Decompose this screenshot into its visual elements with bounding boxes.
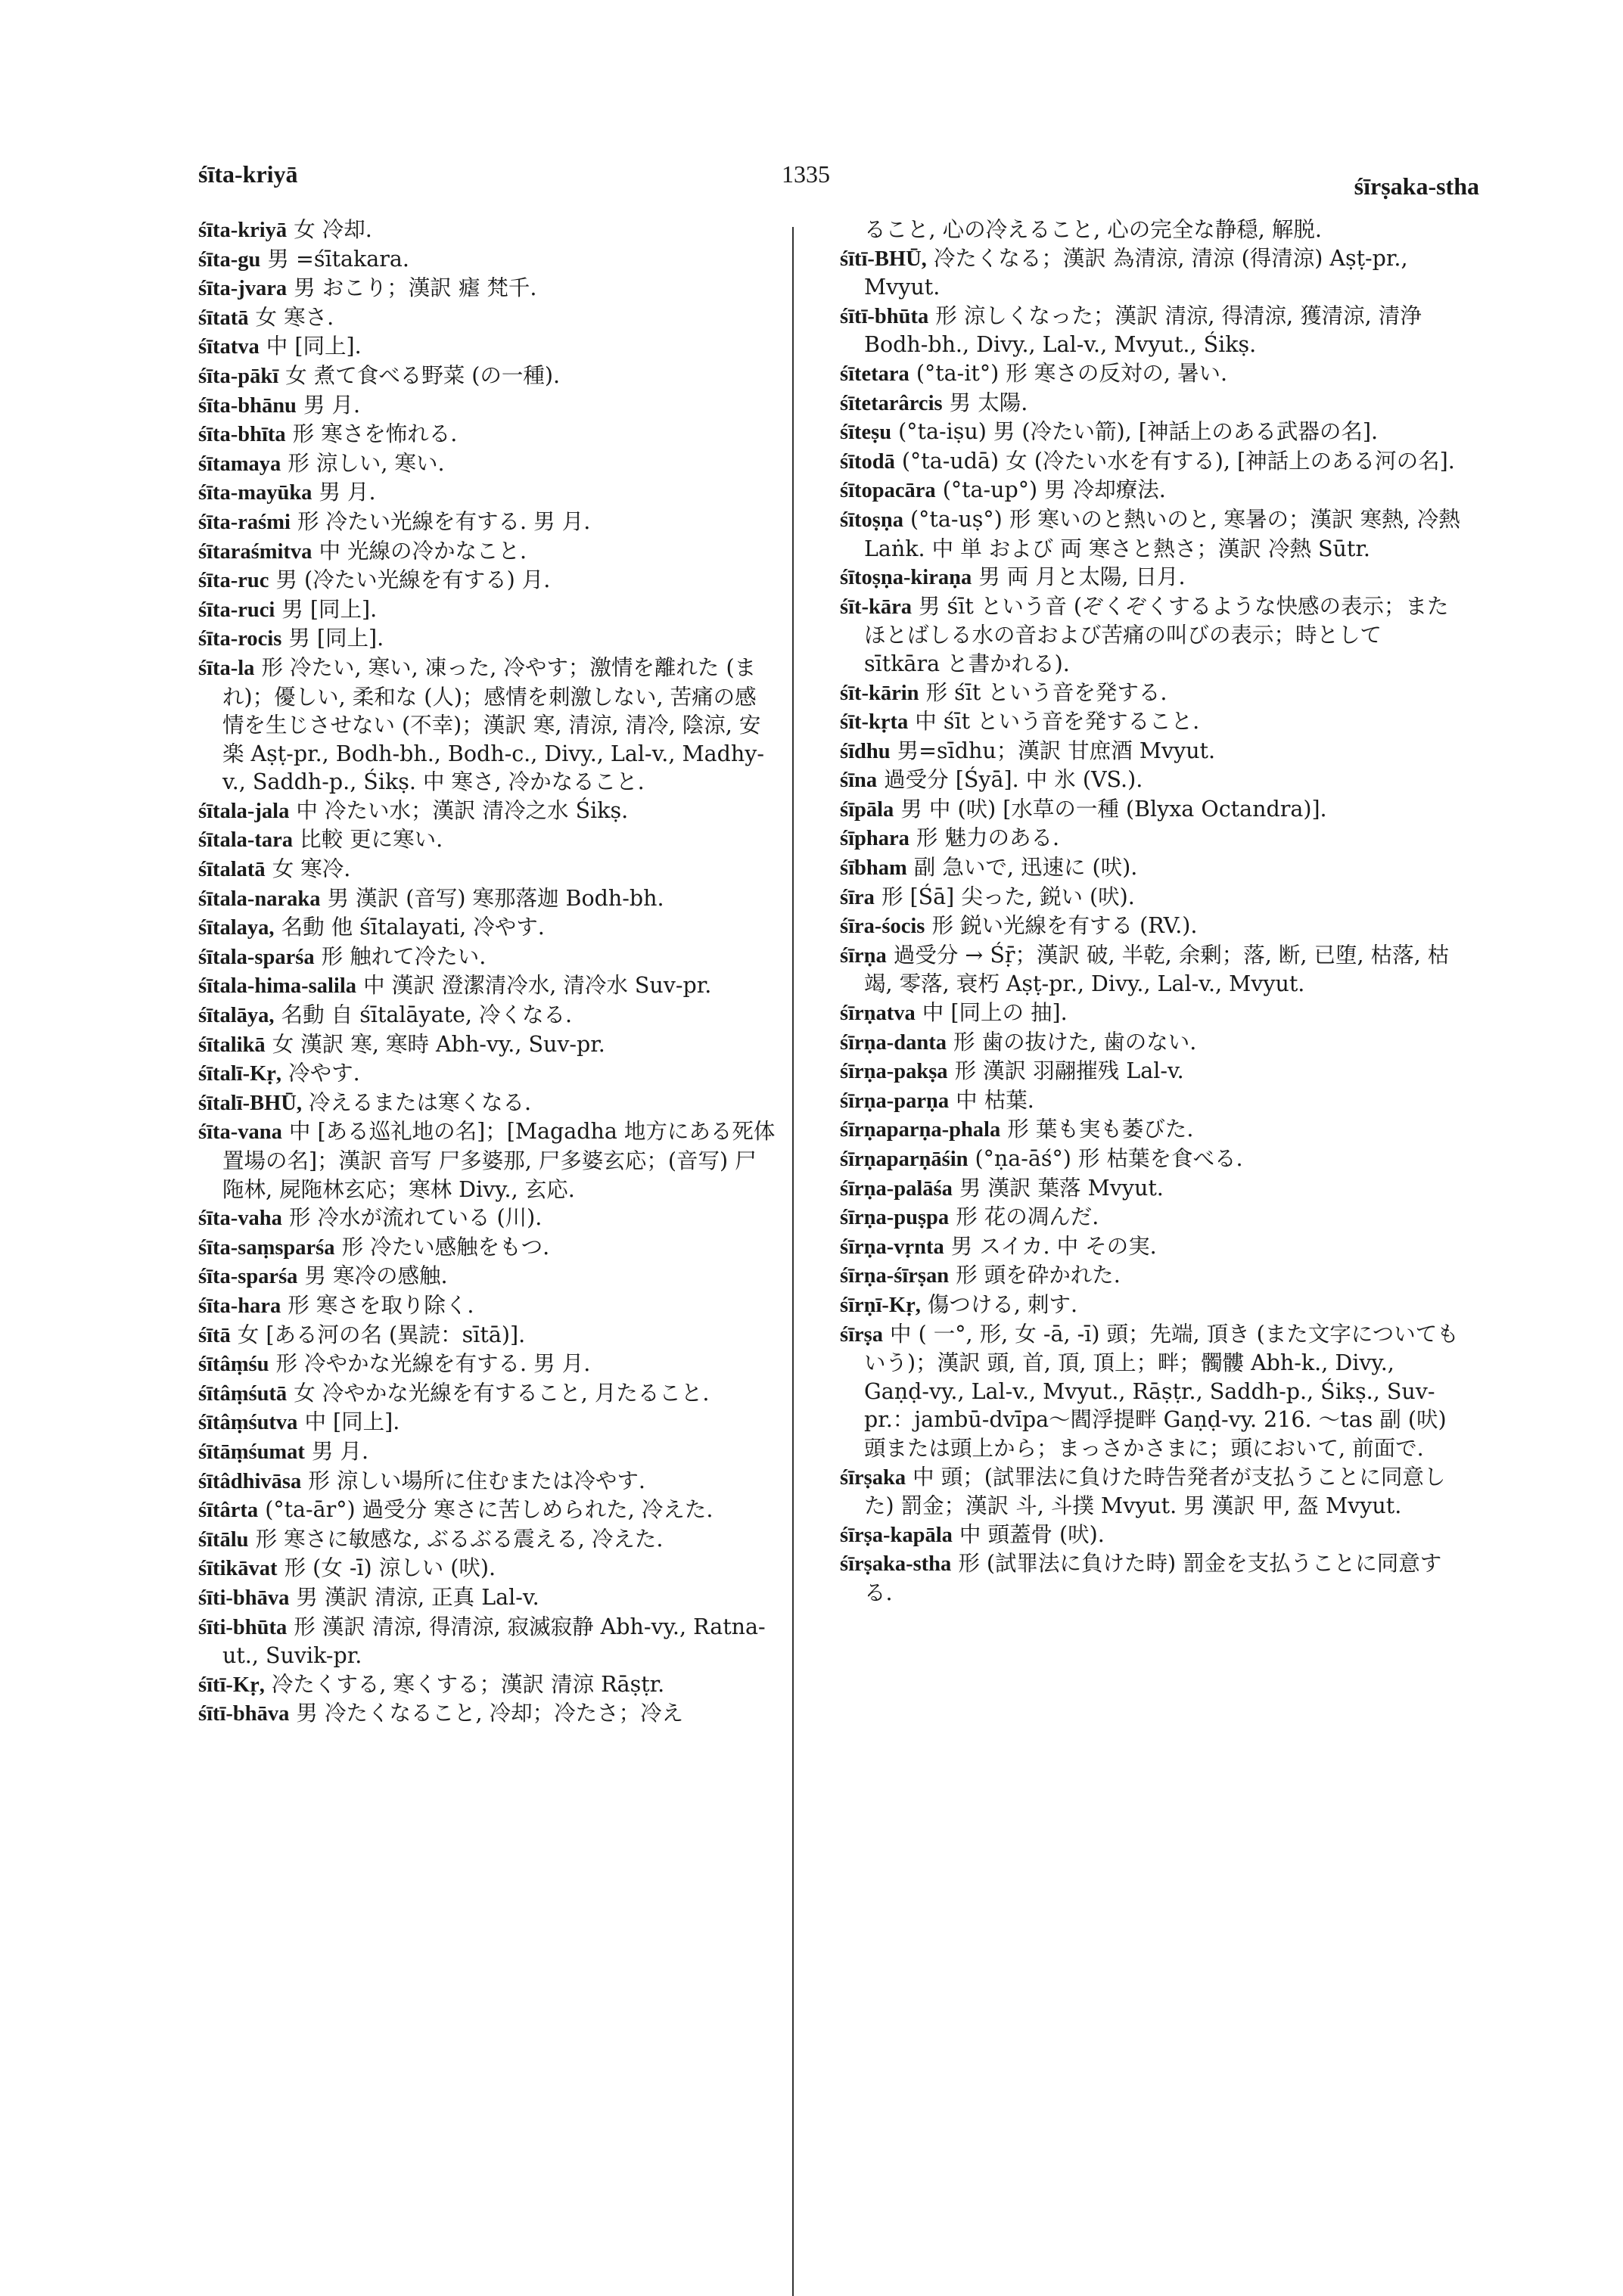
dictionary-entry [198,1437,777,1467]
dictionary-entry [198,1408,777,1437]
dictionary-entry [198,566,777,595]
entry-headword: śīta-kriyā [198,219,288,242]
dictionary-entry [840,1203,1460,1232]
dictionary-entry [198,216,777,245]
entry-headword: śīta-vaha [198,1207,282,1231]
dictionary-entry [840,941,1460,999]
entry-headword: śīrṇaparṇāśin [840,1148,969,1171]
entry-definition: 比較 更に寒い. [293,827,443,853]
entry-headword: śītala-hima-salila [198,974,357,999]
entry-definition: 形 冷やかな光線を有する. 男 月. [269,1351,591,1377]
dictionary-entry [198,508,777,537]
entry-definition: 中 漢訳 澄潔清冷水, 清冷水 Suv-pr. [356,973,712,999]
dictionary-entry [198,825,777,855]
entry-headword: śīta-hara [198,1294,281,1318]
entry-definition: (°ta-it°) 形 寒さの反対の, 暑い. [909,360,1228,386]
header-left-guide-word: śīta-kriyā [198,160,298,188]
entry-definition: 女 寒さ. [248,304,334,330]
entry-headword: śītalāya, [198,1004,275,1028]
entry-definition: 冷やす. [281,1061,360,1086]
entry-definition: 形 寒さに敏感な, ぶるぶる震える, 冷えた. [248,1526,664,1552]
dictionary-entry [840,359,1460,389]
entry-definition: 形 冷たい, 寒い, 凍った, 冷やす；激情を離れた (まれ)；優しい, 柔和な (人)；感情を刺激しない, 苦痛の感情を生じさせない (不幸)；漢訳 寒, 清涼, 清冷, 陰涼, 安楽 Aṣṭ-pr., Bodh-bh., Bodh-c., Divy., Lal-v., Madhy-v., Saddh-p., Śikṣ. 中 寒さ, 冷かなること. [222,654,764,795]
entry-headword: śīna [840,769,878,793]
entry-headword: śīrṇatva [840,1002,916,1026]
entry-headword: śītamaya [198,452,281,476]
dictionary-entry [840,1463,1460,1521]
entry-headword: śīrṣaka-stha [840,1552,952,1577]
entry-headword: śīta-mayūka [198,481,312,505]
entry-definition: 中 頭蓋骨 (吠). [952,1521,1105,1547]
dictionary-entry [198,1699,777,1729]
entry-headword: śīrṇī-Kṛ, [840,1293,921,1317]
dictionary-entry [840,1291,1460,1320]
dictionary-entry [840,1521,1460,1550]
dictionary-entry [840,1086,1460,1116]
entry-definition: 男 (冷たい光線を有する) 月. [269,567,551,593]
dictionary-entry [840,1145,1460,1174]
entry-definition: 男 [同上]. [275,596,378,622]
entry-headword: śītikāvat [198,1557,278,1581]
dictionary-entry [198,1583,777,1613]
dictionary-entry [840,1261,1460,1291]
dictionary-entry [198,332,777,362]
entry-headword: śītopacāra [840,479,936,503]
entry-definition: 男 おこり；漢訳 瘧 梵千. [287,275,537,301]
dictionary-entry [198,449,777,479]
dictionary-entry [198,1001,777,1030]
entry-definition: 中 [同上]. [259,334,362,359]
entry-headword: śītī-bhāva [198,1702,290,1726]
dictionary-entry [840,824,1460,853]
entry-headword: śīra-śocis [840,915,925,939]
entry-headword: śītatā [198,306,249,330]
entry-headword: śīta-pākī [198,364,279,388]
entry-headword: śītetarârcis [840,391,943,415]
dictionary-entry [198,913,777,943]
dictionary-entry [198,1670,777,1700]
entry-headword: śīrṇa-danta [840,1030,947,1055]
entry-definition: 形 śīt という音を発する. [919,679,1168,705]
entry-definition: 形 涼しい, 寒い. [281,450,445,476]
dictionary-entry [840,912,1460,941]
entry-definition: 男 中 (吠) [水草の一種 (Blyxa Octandra)]. [894,796,1327,822]
entry-headword: śītâṃśutā [198,1381,288,1406]
dictionary-entry [198,1350,777,1379]
entry-headword: śītāṃśumat [198,1440,305,1464]
entry-definition: 形 葉も実も萎びた. [1000,1117,1194,1142]
entry-definition: 男=sīdhu；漢訳 甘庶酒 Mvyut. [890,738,1216,763]
dictionary-entry [198,303,777,333]
entry-headword: śītī-Kṛ, [198,1673,265,1697]
dictionary-entry [198,654,777,797]
entry-headword: śīrṇa-palāśa [840,1176,953,1201]
dictionary-entry [198,362,777,391]
entry-headword: śīrṇa-vṛnta [840,1235,944,1259]
entry-definition: 中 śīt という音を発すること. [908,709,1200,735]
dictionary-entry [198,1379,777,1409]
entry-headword: śītala-jala [198,799,290,823]
entry-headword: śītârta [198,1499,259,1523]
entry-headword: śīrṇa-puṣpa [840,1206,950,1230]
entry-definition: (°ta-up°) 男 冷却療法. [935,477,1166,503]
entry-definition: (°ta-iṣu) 男 (冷たい箭), [神話上のある武器の名]. [891,419,1379,445]
dictionary-entry [840,853,1460,883]
dictionary-entry [840,1174,1460,1204]
entry-definition: 男 スイカ. 中 その実. [944,1233,1157,1259]
dictionary-entry [198,1467,777,1496]
entry-headword: śīti-bhūta [198,1615,288,1639]
dictionary-entry [198,1291,777,1321]
dictionary-entry [198,391,777,421]
entry-definition: 男 śīt という音 (ぞくぞくするような快感の表示；またほとばしる水の音および苦痛の叫びの表示；時として sītkāra と書かれる). [864,593,1449,676]
dictionary-entry [840,244,1460,302]
entry-definition: 中 [ある巡礼地の名]；[Magadha 地方にある死体置場の名]；漢訳 音写 尸多婆那, 尸多婆玄応；(音写) 尸陁林, 屍陁林玄応；寒林 Divy., 玄応. [222,1119,776,1202]
entry-definition: 過受分 [Śyā]. 中 氷 (VS.). [877,767,1143,793]
entry-headword: śīdhu [840,739,891,763]
entry-headword: śīrṣa-kapāla [840,1523,953,1547]
dictionary-entry [840,447,1460,477]
entry-definition: 中 [同上]. [297,1409,400,1435]
entry-headword: śīta-ruc [198,569,269,593]
entry-definition: 形 寒さを取り除く. [281,1292,474,1318]
dictionary-entry [840,999,1460,1028]
right-column [840,216,1460,1608]
dictionary-entry [840,1057,1460,1086]
dictionary-entry [198,537,777,567]
entry-headword: śītalikā [198,1033,266,1057]
entry-headword: śīta-raśmi [198,510,291,534]
dictionary-entry [198,478,777,508]
dictionary-entry [840,592,1460,679]
entry-definition: 中 頭；(試罪法に負けた時告発者が支払うことに同意した) 罰金；漢訳 斗, 斗撲 Mvyut. 男 漢訳 甲, 盔 Mvyut. [864,1464,1446,1519]
entry-definition: (°ta-udā) 女 (冷たい水を有する), [神話上のある河の名]. [894,448,1455,474]
dictionary-entry [840,883,1460,912]
entry-definition: 女 寒冷. [265,856,351,882]
dictionary-entry [198,855,777,884]
entry-headword: śīta-bhānu [198,393,297,418]
entry-definition: 男 月. [312,480,376,505]
dictionary-entry [198,1496,777,1525]
entry-definition: 形 冷たい光線を有する. 男 月. [290,508,591,534]
entry-definition: 冷たくなる；漢訳 為清涼, 清涼 (得清涼) Aṣṭ-pr., Mvyut. [864,245,1408,300]
dictionary-entry [198,1233,777,1263]
dictionary-entry [840,1320,1460,1463]
entry-definition: 過受分 → Śṝ；漢訳 破, 半乾, 余剰；落, 断, 已堕, 枯落, 枯竭, 零落, 衰朽 Aṣṭ-pr., Divy., Lal-v., Mvyut. [864,942,1450,997]
entry-headword: śīta-bhīta [198,423,286,447]
entry-definition: 男 月. [296,392,361,418]
dictionary-entry [840,418,1460,447]
entry-headword: śīta-sparśa [198,1265,298,1289]
dictionary-entry [198,797,777,826]
entry-definition: 副 急いで, 迅速に (吠). [906,855,1138,881]
entry-headword: śīt-kṛta [840,710,909,735]
entry-definition: ること, 心の冷えること, 心の完全な静穏, 解脱. [864,217,1322,242]
entry-definition: 冷えるまたは寒くなる. [301,1089,532,1115]
entry-headword: śīrṇa-parṇa [840,1089,950,1113]
entry-definition: 男 漢訳 葉落 Mvyut. [952,1175,1164,1201]
dictionary-entry [198,1262,777,1291]
entry-definition: 形 漢訳 羽翮摧残 Lal-v. [947,1058,1184,1084]
entry-definition: 形 漢訳 清涼, 得清涼, 寂滅寂静 Abh-vy., Ratna-ut., Suvik-pr. [222,1614,766,1669]
entry-definition: 男 寒冷の感触. [297,1263,448,1289]
dictionary-entry [198,274,777,303]
dictionary-entry [840,766,1460,795]
entry-headword: śītala-sparśa [198,945,315,969]
entry-definition: 中 光線の冷かなこと. [312,538,527,564]
entry-definition: 傷つける, 刺す. [920,1291,1078,1317]
entry-headword: śītatva [198,335,260,359]
entry-definition: 名動 自 śītalāyate, 冷くなる. [274,1002,573,1028]
entry-headword: śītala-tara [198,828,294,853]
entry-definition: 形 涼しい場所に住むまたは冷やす. [301,1468,645,1493]
entry-headword: śītoṣṇa-kiraṇa [840,566,972,590]
entry-definition: (°ta-ār°) 過受分 寒さに苦しめられた, 冷えた. [258,1497,714,1523]
column-divider [792,227,794,2296]
entry-definition: 女 [ある河の名 (異読：sītā)]. [230,1322,526,1347]
entry-headword: śīrṇaparṇa-phala [840,1118,1001,1142]
entry-headword: śītaraśmitva [198,539,312,564]
entry-headword: śīrṣaka [840,1465,906,1490]
dictionary-entry [840,1232,1460,1262]
entry-definition: 中 [同上の 抽]. [915,1000,1068,1026]
entry-definition: 女 冷却. [287,217,372,242]
dictionary-entry [198,1117,777,1204]
entry-definition: 男 太陽. [942,390,1028,415]
dictionary-entry [840,737,1460,766]
dictionary-entry [198,971,777,1001]
dictionary-entry [840,1549,1460,1607]
dictionary-entry [840,216,1460,244]
entry-definition: 形 寒さを怖れる. [285,421,458,447]
entry-definition: 中 冷たい水；漢訳 清冷之水 Śikṣ. [289,797,629,823]
entry-headword: śīpāla [840,797,894,822]
dictionary-entry [198,884,777,914]
dictionary-entry [840,707,1460,737]
dictionary-entry [198,943,777,972]
dictionary-entry [198,595,777,625]
entry-headword: śīphara [840,827,909,851]
entry-headword: śīta-gu [198,247,261,272]
entry-definition: 形 冷たい感触をもつ. [334,1234,550,1260]
entry-headword: śīt-kāra [840,595,912,619]
entry-definition: 形 頭を砕かれた. [949,1263,1121,1288]
entry-definition: 形 [Śā] 尖った, 鋭い (吠). [874,884,1135,909]
entry-definition: 冷たくする, 寒くする；漢訳 清涼 Rāṣṭr. [264,1671,665,1697]
dictionary-entry [198,1059,777,1089]
entry-headword: śītâṃśu [198,1353,269,1377]
entry-definition: 形 (女 -ī) 涼しい (吠). [277,1555,496,1581]
entry-headword: śīta-la [198,656,255,680]
dictionary-entry [198,1030,777,1060]
dictionary-entry [840,1115,1460,1145]
entry-definition: 中 ( 一°, 形, 女 -ā, -ī) 頭；先端, 頂き (また文字についてもいう)；漢訳 頭, 首, 頂, 頂上；畔；髑髏 Abh-k., Divy., Gaṇḍ-vy., Lal-v., Mvyut., Rāṣṭr., Saddh-p., Śikṣ., Suv-pr.：jambū-dvīpa～閻浮提畔 Gaṇḍ-vy. 216. ～tas 副 (吠) 頭または頭上から；まっさかさまに；頭において, 前面で. [864,1321,1459,1461]
entry-headword: śīt-kārin [840,681,919,705]
entry-definition: 男 漢訳 (音写) 寒那落迦 Bodh-bh. [320,885,664,911]
dictionary-entry [840,563,1460,592]
entry-headword: śīrṇa [840,943,887,968]
entry-headword: śītā [198,1323,231,1347]
entry-headword: śīta-rocis [198,627,282,651]
dictionary-entry [198,624,777,654]
entry-definition: 形 冷水が流れている (川). [281,1205,543,1231]
entry-definition: 男 =śītakara. [260,246,409,272]
dictionary-entry [840,302,1460,359]
entry-definition: 形 花の凋んだ. [949,1204,1099,1230]
entry-headword: śītoṣṇa [840,508,903,532]
entry-headword: śītālu [198,1527,249,1552]
entry-headword: śīti-bhāva [198,1586,290,1610]
dictionary-entry [198,1613,777,1670]
entry-headword: śīrṇa-śīrṣan [840,1264,950,1288]
entry-headword: śīrṇa-pakṣa [840,1060,948,1084]
entry-headword: śītalī-Kṛ, [198,1062,282,1086]
entry-headword: śīra [840,885,875,909]
entry-headword: śīta-saṃsparśa [198,1235,335,1260]
dictionary-entry [198,245,777,275]
entry-headword: śītalī-BHŪ, [198,1091,302,1115]
dictionary-entry [198,420,777,449]
dictionary-entry [198,1525,777,1555]
entry-definition: 男 [同上]. [281,626,384,651]
entry-definition: 男 両 月と太陽, 日月. [972,564,1186,590]
entry-headword: śībham [840,856,907,881]
dictionary-entry [840,1028,1460,1058]
dictionary-entry [840,389,1460,418]
entry-headword: śītodā [840,449,895,474]
entry-definition: 形 触れて冷たい. [314,943,487,969]
entry-headword: śītala-naraka [198,887,321,911]
entry-headword: śīta-jvara [198,277,288,301]
entry-definition: 女 漢訳 寒, 寒時 Abh-vy., Suv-pr. [265,1031,605,1057]
entry-definition: (°ta-uṣ°) 形 寒いのと熱いのと, 寒暑の；漢訳 寒熱, 冷熱 Laṅk. 中 単 および 両 寒さと熱さ；漢訳 冷熱 Sūtr. [864,506,1460,561]
entry-definition: 男 冷たくなること, 冷却；冷たさ；冷え [289,1701,684,1726]
entry-definition: 男 月. [304,1438,369,1464]
left-column [198,216,777,1729]
entry-definition: 形 涼しくなった；漢訳 清涼, 得清涼, 獲清涼, 清浄 Bodh-bh., Divy., Lal-v., Mvyut., Śikṣ. [864,303,1422,358]
entry-definition: 女 煮て食べる野菜 (の一種). [278,362,561,388]
page-number: 1335 [782,160,830,188]
dictionary-entry [840,505,1460,563]
entry-headword: śītetara [840,362,909,386]
header-right-guide-word: śīrṣaka-stha [1354,172,1479,200]
entry-headword: śīta-vana [198,1120,282,1145]
entry-headword: śīteṣu [840,421,892,445]
entry-headword: śītâṃśutva [198,1411,298,1435]
dictionary-entry [198,1321,777,1350]
entry-headword: śītalaya, [198,916,275,940]
dictionary-entry [840,679,1460,708]
entry-definition: 男 漢訳 清涼, 正真 Lal-v. [289,1584,539,1610]
entry-headword: śītī-BHŪ, [840,247,927,271]
entry-definition: (°ṇa-āś°) 形 枯葉を食べる. [968,1146,1243,1171]
entry-headword: śīrṣa [840,1322,883,1347]
dictionary-entry [198,1204,777,1233]
entry-definition: 形 鋭い光線を有する (RV.). [925,913,1198,939]
dictionary-entry [198,1554,777,1583]
dictionary-entry [840,476,1460,505]
entry-definition: 形 歯の抜けた, 歯のない. [946,1029,1197,1055]
entry-definition: 形 魅力のある. [909,825,1060,851]
entry-headword: śīta-ruci [198,598,275,622]
dictionary-entry [198,1089,777,1118]
entry-headword: śītalatā [198,858,266,882]
dictionary-entry [840,795,1460,825]
entry-headword: śītâdhivāsa [198,1469,302,1493]
entry-definition: 中 枯葉. [949,1087,1034,1113]
entry-definition: 名動 他 śītalayati, 冷やす. [274,915,545,940]
entry-headword: śītī-bhūta [840,304,929,328]
entry-definition: 女 冷やかな光線を有すること, 月たること. [287,1380,710,1406]
entry-definition: 形 (試罪法に負けた時) 罰金を支払うことに同意する. [864,1551,1442,1605]
